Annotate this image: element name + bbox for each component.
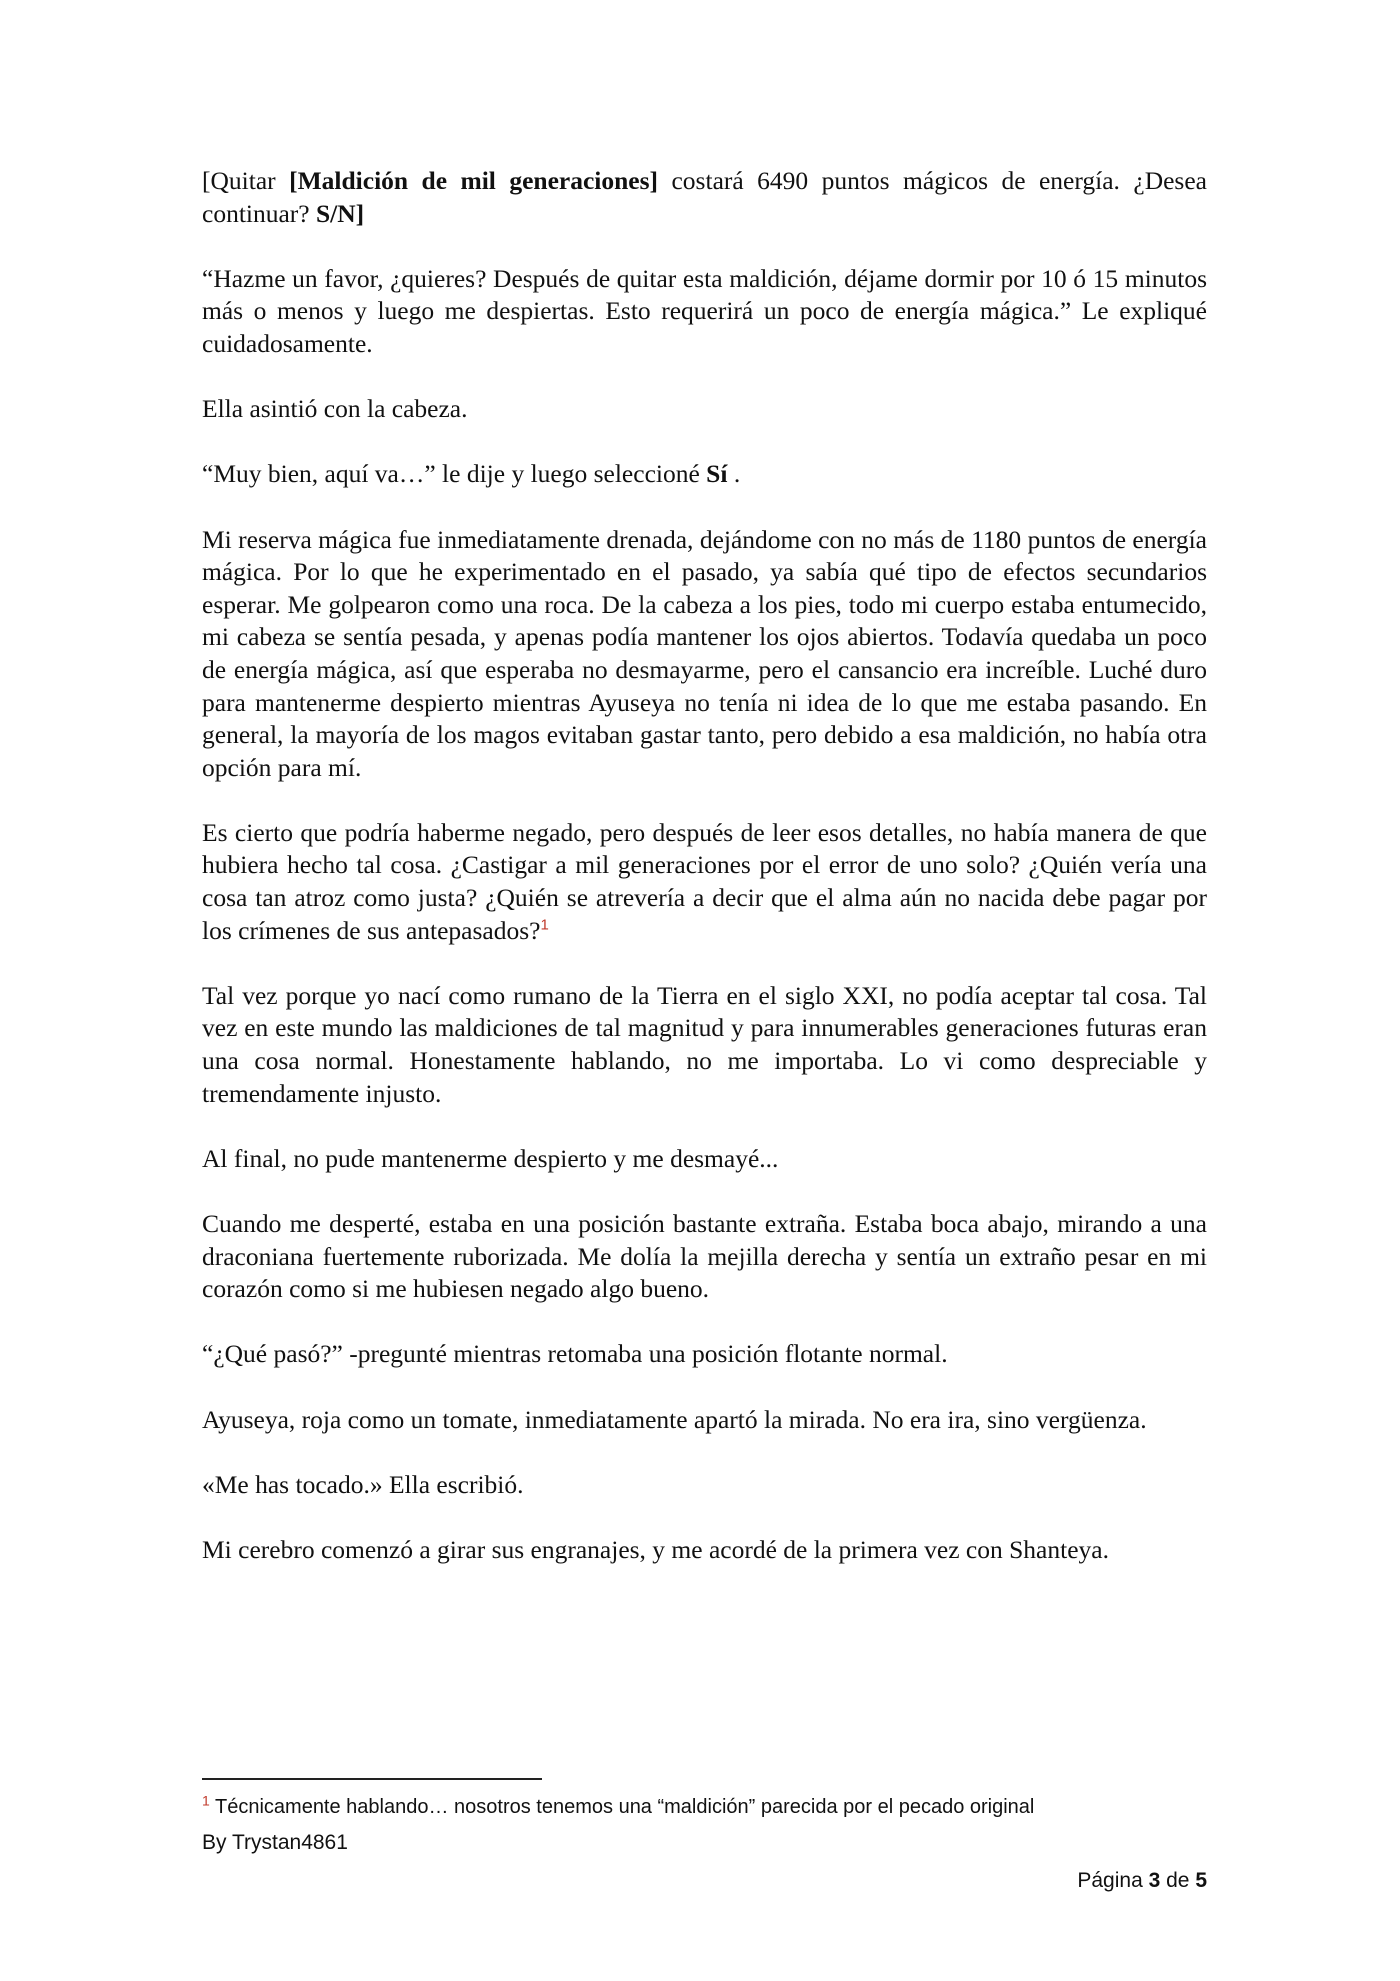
text-run: Cuando me desperté, estaba en una posición bastante extraña. Estaba boca abajo, mirando a una draconiana fuertemente ruborizada. Me dolía la mejilla derecha y sentía un extraño pesar en mi corazón como si me hubiesen negado algo bueno.	[202, 1209, 1207, 1304]
footnote	[202, 1793, 1207, 1821]
text-run: Ella asintió con la cabeza.	[202, 394, 468, 424]
body-text	[202, 165, 1207, 1599]
footnote-reference: 1	[540, 916, 549, 934]
text-run: Es cierto que podría haberme negado, pero después de leer esos detalles, no había manera de que hubiera hecho tal cosa. ¿Castigar a mil generaciones por el error de uno solo? ¿Quién vería una cosa tan atroz como justa? ¿Quién se atrevería a decir que el alma aún no nacida debe pagar por los crímenes de sus antepasados?	[202, 817, 1207, 945]
text-run: Ayuseya, roja como un tomate, inmediatamente apartó la mirada. No era ira, sino vergüenza.	[202, 1404, 1147, 1434]
page-number-current: 3	[1148, 1869, 1161, 1892]
page-number-prefix: Página	[1077, 1869, 1149, 1892]
page-number-total: 5	[1195, 1869, 1207, 1892]
page-number-middle: de	[1160, 1869, 1196, 1892]
paragraph	[202, 458, 1207, 491]
footnote-marker: 1	[202, 1792, 210, 1809]
paragraph	[202, 165, 1207, 230]
text-run: “Muy bien, aquí va…” le dije y luego seleccioné	[202, 459, 707, 489]
text-run: costará 6490 puntos mágicos de energía. ¿Desea continuar?	[202, 166, 1207, 228]
paragraph	[202, 1404, 1207, 1437]
text-run: [Quitar	[202, 166, 290, 195]
paragraph	[202, 1143, 1207, 1176]
text-run: Al final, no pude mantenerme despierto y me desmayé...	[202, 1143, 779, 1173]
footnote-separator	[202, 1778, 542, 1780]
text-run: Mi cerebro comenzó a girar sus engranajes, y me acordé de la primera vez con Shanteya.	[202, 1534, 1109, 1564]
byline: By Trystan4861	[202, 1831, 348, 1854]
paragraph	[202, 263, 1207, 361]
paragraph	[202, 1534, 1207, 1567]
paragraph	[202, 393, 1207, 426]
paragraph	[202, 817, 1207, 947]
text-run: Mi reserva mágica fue inmediatamente drenada, dejándome con no más de 1180 puntos de energía mágica. Por lo que he experimentado en el pasado, ya sabía qué tipo de efectos secundarios esperar. Me golpearon como una roca. De la cabeza a los pies, todo mi cuerpo estaba entumecido, mi cabeza se sentía pesada, y apenas podía mantener los ojos abiertos. Todavía quedaba un poco de energía mágica, así que esperaba no desmayarme, pero el cansancio era increíble. Luché duro para mantenerme despierto mientras Ayuseya no tenía ni idea de lo que me estaba pasando. En general, la mayoría de los magos evitaban gastar tanto, pero debido a esa maldición, no había otra opción para mí.	[202, 524, 1207, 782]
paragraph	[202, 980, 1207, 1110]
paragraph	[202, 1338, 1207, 1371]
bold-text: S/N]	[316, 198, 365, 228]
footnote-text: Técnicamente hablando… nosotros tenemos una “maldición” parecida por el pecado original	[215, 1796, 1035, 1818]
text-run: “¿Qué pasó?” -pregunté mientras retomaba una posición flotante normal.	[202, 1339, 948, 1369]
text-run: Tal vez porque yo nací como rumano de la Tierra en el siglo XXI, no podía aceptar tal cosa. Tal vez en este mundo las maldiciones de tal magnitud y para innumerables generaciones futuras eran una cosa normal. Honestamente hablando, no me importaba. Lo vi como despreciable y tremendamente injusto.	[202, 980, 1207, 1108]
text-run: “Hazme un favor, ¿quieres? Después de quitar esta maldición, déjame dormir por 10 ó 15 minutos más o menos y luego me despiertas. Esto requerirá un poco de energía mágica.” Le expliqué cuidadosamente.	[202, 263, 1207, 358]
text-run: .	[727, 459, 741, 489]
paragraph	[202, 524, 1207, 785]
page-number	[1077, 1867, 1207, 1895]
paragraph	[202, 1208, 1207, 1306]
bold-text: Sí	[706, 459, 728, 489]
paragraph	[202, 1469, 1207, 1502]
bold-text: [Maldición de mil generaciones]	[289, 166, 659, 195]
text-run: «Me has tocado.» Ella escribió.	[202, 1469, 524, 1499]
